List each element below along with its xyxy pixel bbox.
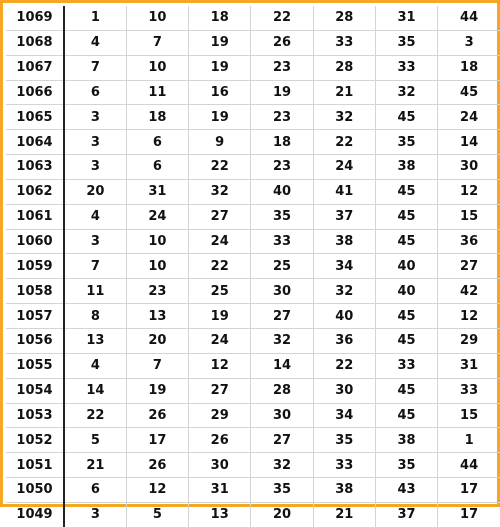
winning-number-cell: 10 [126, 55, 188, 80]
winning-number-cell: 6 [126, 130, 188, 155]
table-row [6, 6, 500, 30]
winning-number-cell: 19 [189, 30, 251, 55]
bonus-number-cell: 33 [438, 378, 500, 403]
winning-number-cell: 35 [375, 130, 437, 155]
winning-number-cell: 27 [251, 304, 313, 329]
winning-number-cell: 3 [64, 229, 126, 254]
winning-number-cell: 4 [64, 204, 126, 229]
winning-number-cell: 27 [189, 204, 251, 229]
draw-number-cell: 1055 [6, 353, 64, 378]
winning-number-cell: 21 [313, 502, 375, 526]
winning-number-cell: 22 [313, 130, 375, 155]
winning-number-cell: 32 [189, 179, 251, 204]
table-row [6, 353, 500, 378]
bonus-number-cell: 17 [438, 478, 500, 503]
winning-number-cell: 40 [375, 279, 437, 304]
winning-number-cell: 22 [189, 155, 251, 180]
winning-number-cell: 31 [189, 478, 251, 503]
bonus-number-cell: 14 [438, 130, 500, 155]
winning-number-cell: 32 [313, 279, 375, 304]
results-table-body [6, 6, 500, 527]
table-row [6, 453, 500, 478]
winning-number-cell: 32 [375, 80, 437, 105]
winning-number-cell: 26 [189, 428, 251, 453]
winning-number-cell: 12 [189, 353, 251, 378]
winning-number-cell: 24 [189, 328, 251, 353]
winning-number-cell: 45 [375, 105, 437, 130]
winning-number-cell: 45 [375, 304, 437, 329]
table-row [6, 80, 500, 105]
winning-number-cell: 10 [126, 254, 188, 279]
table-row [6, 30, 500, 55]
winning-number-cell: 45 [375, 328, 437, 353]
winning-number-cell: 19 [189, 304, 251, 329]
winning-number-cell: 24 [313, 155, 375, 180]
draw-number-cell: 1059 [6, 254, 64, 279]
draw-number-cell: 1062 [6, 179, 64, 204]
table-row [6, 502, 500, 526]
table-row [6, 55, 500, 80]
winning-number-cell: 34 [313, 254, 375, 279]
draw-number-cell: 1064 [6, 130, 64, 155]
winning-number-cell: 32 [251, 328, 313, 353]
winning-number-cell: 40 [313, 304, 375, 329]
table-row [6, 403, 500, 428]
winning-number-cell: 38 [375, 155, 437, 180]
winning-number-cell: 38 [375, 428, 437, 453]
table-row [6, 179, 500, 204]
bonus-number-cell: 15 [438, 403, 500, 428]
winning-number-cell: 43 [375, 478, 437, 503]
winning-number-cell: 10 [126, 229, 188, 254]
bonus-number-cell: 31 [438, 353, 500, 378]
winning-number-cell: 33 [375, 353, 437, 378]
winning-number-cell: 6 [126, 155, 188, 180]
winning-number-cell: 11 [64, 279, 126, 304]
winning-number-cell: 24 [126, 204, 188, 229]
winning-number-cell: 35 [375, 30, 437, 55]
winning-number-cell: 38 [313, 229, 375, 254]
winning-number-cell: 33 [313, 453, 375, 478]
winning-number-cell: 14 [64, 378, 126, 403]
bonus-number-cell: 12 [438, 304, 500, 329]
winning-number-cell: 23 [251, 155, 313, 180]
winning-number-cell: 10 [126, 6, 188, 30]
bonus-number-cell: 3 [438, 30, 500, 55]
winning-number-cell: 17 [126, 428, 188, 453]
table-row [6, 229, 500, 254]
table-row [6, 328, 500, 353]
winning-number-cell: 3 [64, 155, 126, 180]
bonus-number-cell: 24 [438, 105, 500, 130]
bonus-number-cell: 15 [438, 204, 500, 229]
draw-number-cell: 1067 [6, 55, 64, 80]
winning-number-cell: 18 [126, 105, 188, 130]
bonus-number-cell: 29 [438, 328, 500, 353]
winning-number-cell: 27 [251, 428, 313, 453]
winning-number-cell: 20 [126, 328, 188, 353]
winning-number-cell: 18 [189, 6, 251, 30]
bonus-number-cell: 27 [438, 254, 500, 279]
winning-number-cell: 23 [251, 105, 313, 130]
winning-number-cell: 35 [251, 204, 313, 229]
winning-number-cell: 12 [126, 478, 188, 503]
table-row [6, 428, 500, 453]
winning-number-cell: 13 [64, 328, 126, 353]
winning-number-cell: 33 [251, 229, 313, 254]
winning-number-cell: 45 [375, 179, 437, 204]
winning-number-cell: 31 [126, 179, 188, 204]
lottery-results-table [6, 6, 500, 527]
draw-number-cell: 1057 [6, 304, 64, 329]
winning-number-cell: 40 [375, 254, 437, 279]
winning-number-cell: 37 [375, 502, 437, 526]
bonus-number-cell: 44 [438, 6, 500, 30]
table-row [6, 254, 500, 279]
winning-number-cell: 28 [313, 6, 375, 30]
bonus-number-cell: 18 [438, 55, 500, 80]
winning-number-cell: 45 [375, 378, 437, 403]
winning-number-cell: 22 [189, 254, 251, 279]
winning-number-cell: 11 [126, 80, 188, 105]
winning-number-cell: 21 [313, 80, 375, 105]
winning-number-cell: 23 [126, 279, 188, 304]
winning-number-cell: 31 [375, 6, 437, 30]
winning-number-cell: 24 [189, 229, 251, 254]
winning-number-cell: 1 [64, 6, 126, 30]
winning-number-cell: 23 [251, 55, 313, 80]
winning-number-cell: 32 [313, 105, 375, 130]
winning-number-cell: 22 [251, 6, 313, 30]
winning-number-cell: 14 [251, 353, 313, 378]
winning-number-cell: 3 [64, 105, 126, 130]
winning-number-cell: 33 [375, 55, 437, 80]
winning-number-cell: 37 [313, 204, 375, 229]
winning-number-cell: 7 [64, 55, 126, 80]
winning-number-cell: 18 [251, 130, 313, 155]
draw-number-cell: 1052 [6, 428, 64, 453]
draw-number-cell: 1061 [6, 204, 64, 229]
bonus-number-cell: 42 [438, 279, 500, 304]
winning-number-cell: 35 [375, 453, 437, 478]
bonus-number-cell: 36 [438, 229, 500, 254]
winning-number-cell: 19 [189, 55, 251, 80]
winning-number-cell: 25 [189, 279, 251, 304]
winning-number-cell: 5 [64, 428, 126, 453]
winning-number-cell: 3 [64, 130, 126, 155]
winning-number-cell: 19 [126, 378, 188, 403]
winning-number-cell: 45 [375, 229, 437, 254]
winning-number-cell: 30 [251, 403, 313, 428]
table-row [6, 304, 500, 329]
draw-number-cell: 1060 [6, 229, 64, 254]
draw-number-cell: 1051 [6, 453, 64, 478]
bonus-number-cell: 1 [438, 428, 500, 453]
draw-number-cell: 1053 [6, 403, 64, 428]
winning-number-cell: 27 [189, 378, 251, 403]
winning-number-cell: 19 [189, 105, 251, 130]
winning-number-cell: 7 [126, 353, 188, 378]
draw-number-cell: 1063 [6, 155, 64, 180]
table-row [6, 155, 500, 180]
draw-number-cell: 1054 [6, 378, 64, 403]
winning-number-cell: 28 [251, 378, 313, 403]
winning-number-cell: 45 [375, 403, 437, 428]
bonus-number-cell: 45 [438, 80, 500, 105]
draw-number-cell: 1065 [6, 105, 64, 130]
winning-number-cell: 45 [375, 204, 437, 229]
winning-number-cell: 22 [64, 403, 126, 428]
draw-number-cell: 1066 [6, 80, 64, 105]
winning-number-cell: 13 [189, 502, 251, 526]
winning-number-cell: 30 [189, 453, 251, 478]
table-row [6, 478, 500, 503]
winning-number-cell: 6 [64, 478, 126, 503]
draw-number-cell: 1058 [6, 279, 64, 304]
winning-number-cell: 38 [313, 478, 375, 503]
bonus-number-cell: 12 [438, 179, 500, 204]
bonus-number-cell: 30 [438, 155, 500, 180]
winning-number-cell: 4 [64, 353, 126, 378]
table-row [6, 130, 500, 155]
winning-number-cell: 34 [313, 403, 375, 428]
winning-number-cell: 6 [64, 80, 126, 105]
draw-number-cell: 1049 [6, 502, 64, 526]
draw-number-cell: 1056 [6, 328, 64, 353]
winning-number-cell: 26 [251, 30, 313, 55]
winning-number-cell: 26 [126, 453, 188, 478]
winning-number-cell: 21 [64, 453, 126, 478]
winning-number-cell: 29 [189, 403, 251, 428]
winning-number-cell: 3 [64, 502, 126, 526]
winning-number-cell: 30 [251, 279, 313, 304]
table-row [6, 279, 500, 304]
table-row [6, 105, 500, 130]
winning-number-cell: 20 [251, 502, 313, 526]
winning-number-cell: 7 [64, 254, 126, 279]
winning-number-cell: 26 [126, 403, 188, 428]
draw-number-cell: 1069 [6, 6, 64, 30]
winning-number-cell: 41 [313, 179, 375, 204]
winning-number-cell: 40 [251, 179, 313, 204]
winning-number-cell: 7 [126, 30, 188, 55]
winning-number-cell: 13 [126, 304, 188, 329]
winning-number-cell: 16 [189, 80, 251, 105]
winning-number-cell: 25 [251, 254, 313, 279]
bonus-number-cell: 44 [438, 453, 500, 478]
winning-number-cell: 33 [313, 30, 375, 55]
winning-number-cell: 19 [251, 80, 313, 105]
winning-number-cell: 32 [251, 453, 313, 478]
bonus-number-cell: 17 [438, 502, 500, 526]
draw-number-cell: 1050 [6, 478, 64, 503]
winning-number-cell: 8 [64, 304, 126, 329]
winning-number-cell: 36 [313, 328, 375, 353]
winning-number-cell: 35 [251, 478, 313, 503]
winning-number-cell: 9 [189, 130, 251, 155]
winning-number-cell: 22 [313, 353, 375, 378]
winning-number-cell: 28 [313, 55, 375, 80]
table-row [6, 204, 500, 229]
table-row [6, 378, 500, 403]
draw-number-cell: 1068 [6, 30, 64, 55]
winning-number-cell: 5 [126, 502, 188, 526]
winning-number-cell: 20 [64, 179, 126, 204]
winning-number-cell: 35 [313, 428, 375, 453]
winning-number-cell: 4 [64, 30, 126, 55]
winning-number-cell: 30 [313, 378, 375, 403]
